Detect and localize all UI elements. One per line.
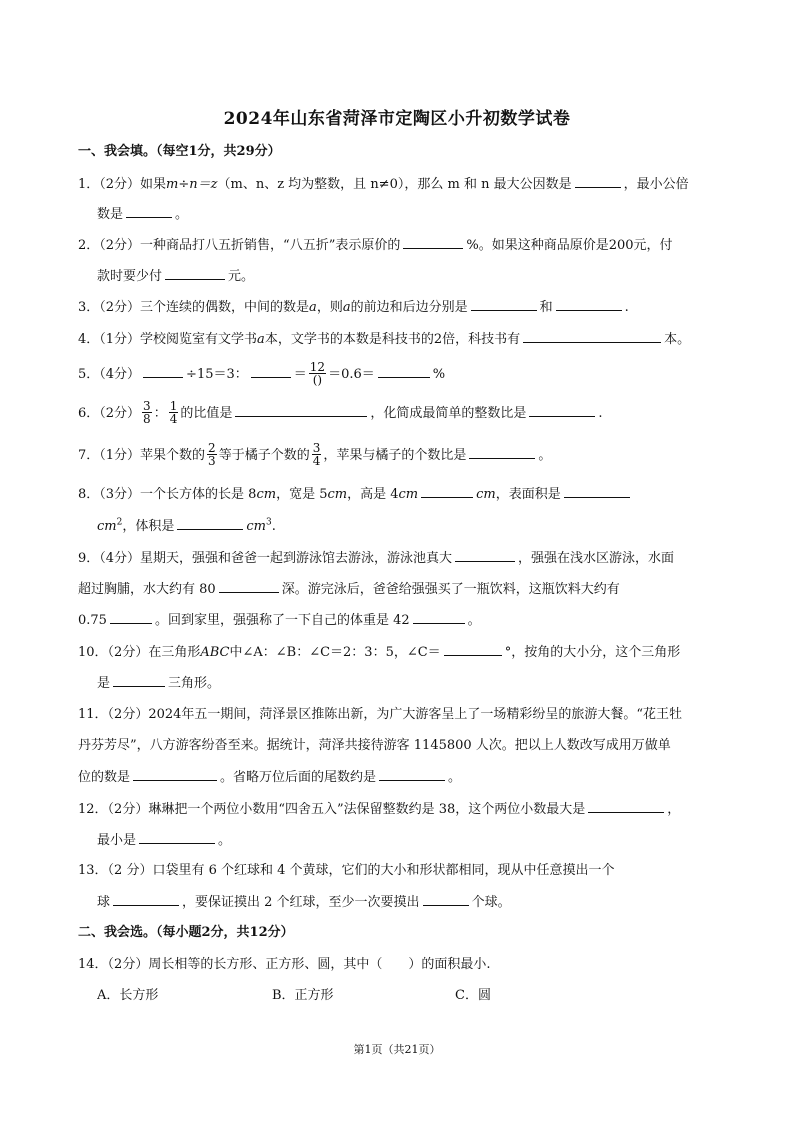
- answer-blank[interactable]: [113, 891, 179, 906]
- question-3: 3．（2分）三个连续的偶数，中间的数是a，则a的前边和后边分别是 和 .: [78, 296, 728, 318]
- answer-blank[interactable]: [143, 363, 183, 378]
- question-5: 5．（4分） ÷15＝3： ＝ $\frac{12}{()}$ ＝0.6＝ %: [78, 360, 446, 387]
- fraction: $\frac{3}{4}$: [312, 441, 321, 468]
- answer-blank[interactable]: [133, 766, 217, 781]
- section-2-heading: 二、我会选。（每小题2分，共12分）: [78, 925, 294, 940]
- question-9-line-1: 9．（4分）星期天，强强和爸爸一起到游泳馆去游泳，游泳池真大 ，强强在浅水区游泳，水面: [78, 547, 728, 569]
- answer-blank[interactable]: [219, 578, 279, 593]
- question-13-line-1: 13．（2 分）口袋里有 6 个红球和 4 个黄球，它们的大小和形状都相同，现从中任意摸出一个: [78, 863, 615, 878]
- question-10-line-2: 是 三角形。: [97, 672, 727, 694]
- fraction: $\frac{2}{3}$: [208, 441, 216, 468]
- answer-blank[interactable]: [413, 609, 465, 624]
- answer-blank[interactable]: [403, 234, 463, 249]
- question-13-line-2: 球 ，要保证摸出 2 个红球，至少一次要摸出 个球。: [97, 891, 727, 913]
- answer-blank[interactable]: [251, 363, 291, 378]
- question-11-line-2: 丹芬芳尽”，八方游客纷沓至来。据统计，菏泽共接待游客 1145800 人次。把以上人数改写成用万做单: [78, 738, 671, 753]
- question-14: 14．（2分）周长相等的长方形、正方形、圆，其中（ ）的面积最小.: [78, 957, 491, 972]
- fraction: $\frac{3}{8}$: [143, 399, 151, 426]
- page-footer: 第1页（共21页）: [353, 1043, 441, 1056]
- answer-blank[interactable]: [139, 829, 215, 844]
- answer-blank[interactable]: [523, 328, 661, 343]
- question-8-line-2: $cm^2$，体积是 $cm^3$.: [97, 515, 727, 537]
- question-2-line-1: 2．（2分）一种商品打八五折销售，“八五折”表示原价的 %。如果这种商品原价是200元，付: [78, 234, 728, 256]
- answer-blank[interactable]: [455, 547, 515, 562]
- question-6: 6．（2分） $\frac{3}{8}$ ： $\frac{1}{4}$ 的比值是 ，化简成最简单的整数比是 .: [78, 399, 603, 426]
- question-9-line-2: 超过胸脯，水大约有 80 深。游完泳后，爸爸给强强买了一瓶饮料，这瓶饮料大约有: [78, 578, 728, 600]
- answer-blank[interactable]: [235, 402, 367, 417]
- question-10-line-1: 10．（2分）在三角形ABC中∠A：∠B：∠C＝2：3：5，∠C＝ °，按角的大小分，这个三角形: [78, 641, 728, 663]
- answer-blank[interactable]: [423, 891, 469, 906]
- option-b[interactable]: B．正方形: [272, 988, 334, 1003]
- section-1-heading: 一、我会填。（每空1分，共29分）: [78, 144, 281, 159]
- option-a[interactable]: A．长方形: [97, 988, 159, 1003]
- question-7: 7．（1分）苹果个数的 $\frac{2}{3}$ 等于橘子个数的 $\frac{3}{4}$ ，苹果与橘子的个数比是 。: [78, 441, 552, 468]
- option-c[interactable]: C．圆: [455, 988, 491, 1003]
- answer-blank[interactable]: [575, 173, 621, 188]
- question-4: 4．（1分）学校阅览室有文学书a本，文学书的本数是科技书的2倍，科技书有 本。: [78, 328, 728, 350]
- answer-blank[interactable]: [378, 363, 430, 378]
- answer-blank[interactable]: [469, 444, 535, 459]
- question-1-line-2: 数是 。: [97, 203, 727, 225]
- answer-blank[interactable]: [126, 203, 172, 218]
- fraction-12-over-blank: $\frac{12}{()}$: [309, 360, 326, 387]
- answer-blank[interactable]: [556, 296, 622, 311]
- question-8-line-1: 8．（3分）一个长方体的长是 8cm，宽是 5cm，高是 4cm cm，表面积是: [78, 483, 728, 505]
- answer-blank[interactable]: [564, 483, 630, 498]
- answer-blank[interactable]: [165, 265, 225, 280]
- answer-blank[interactable]: [110, 609, 152, 624]
- answer-blank[interactable]: [421, 483, 473, 498]
- answer-blank[interactable]: [471, 296, 537, 311]
- fraction: $\frac{1}{4}$: [169, 399, 178, 426]
- answer-blank[interactable]: [529, 402, 595, 417]
- exam-title: 2024年山东省菏泽市定陶区小升初数学试卷: [223, 109, 571, 129]
- answer-blank[interactable]: [379, 766, 445, 781]
- question-14-options: [97, 985, 727, 1007]
- question-11-line-3: 位的数是 。省略万位后面的尾数约是 。: [78, 766, 728, 788]
- question-9-line-3: 0.75 。回到家里，强强称了一下自己的体重是 42 。: [78, 609, 728, 631]
- answer-blank[interactable]: [177, 515, 243, 530]
- question-1-line-1: 1．（2分）如果m÷n＝z（m、n、z 均为整数，且 n≠0），那么 m 和 n 最大公因数是 ，最小公倍: [78, 173, 728, 195]
- answer-blank[interactable]: [444, 641, 502, 656]
- question-12-line-2: 最小是 。: [97, 829, 727, 851]
- answer-blank[interactable]: [588, 798, 664, 813]
- question-2-line-2: 款时要少付 元。: [97, 265, 727, 287]
- answer-blank[interactable]: [113, 672, 165, 687]
- question-12-line-1: 12．（2分）琳琳把一个两位小数用“四舍五入”法保留整数约是 38，这个两位小数最大是 ，: [78, 798, 728, 820]
- question-11-line-1: 11．（2分）2024年五一期间，菏泽景区推陈出新，为广大游客呈上了一场精彩纷呈的旅游大餐。“花王牡: [78, 707, 683, 722]
